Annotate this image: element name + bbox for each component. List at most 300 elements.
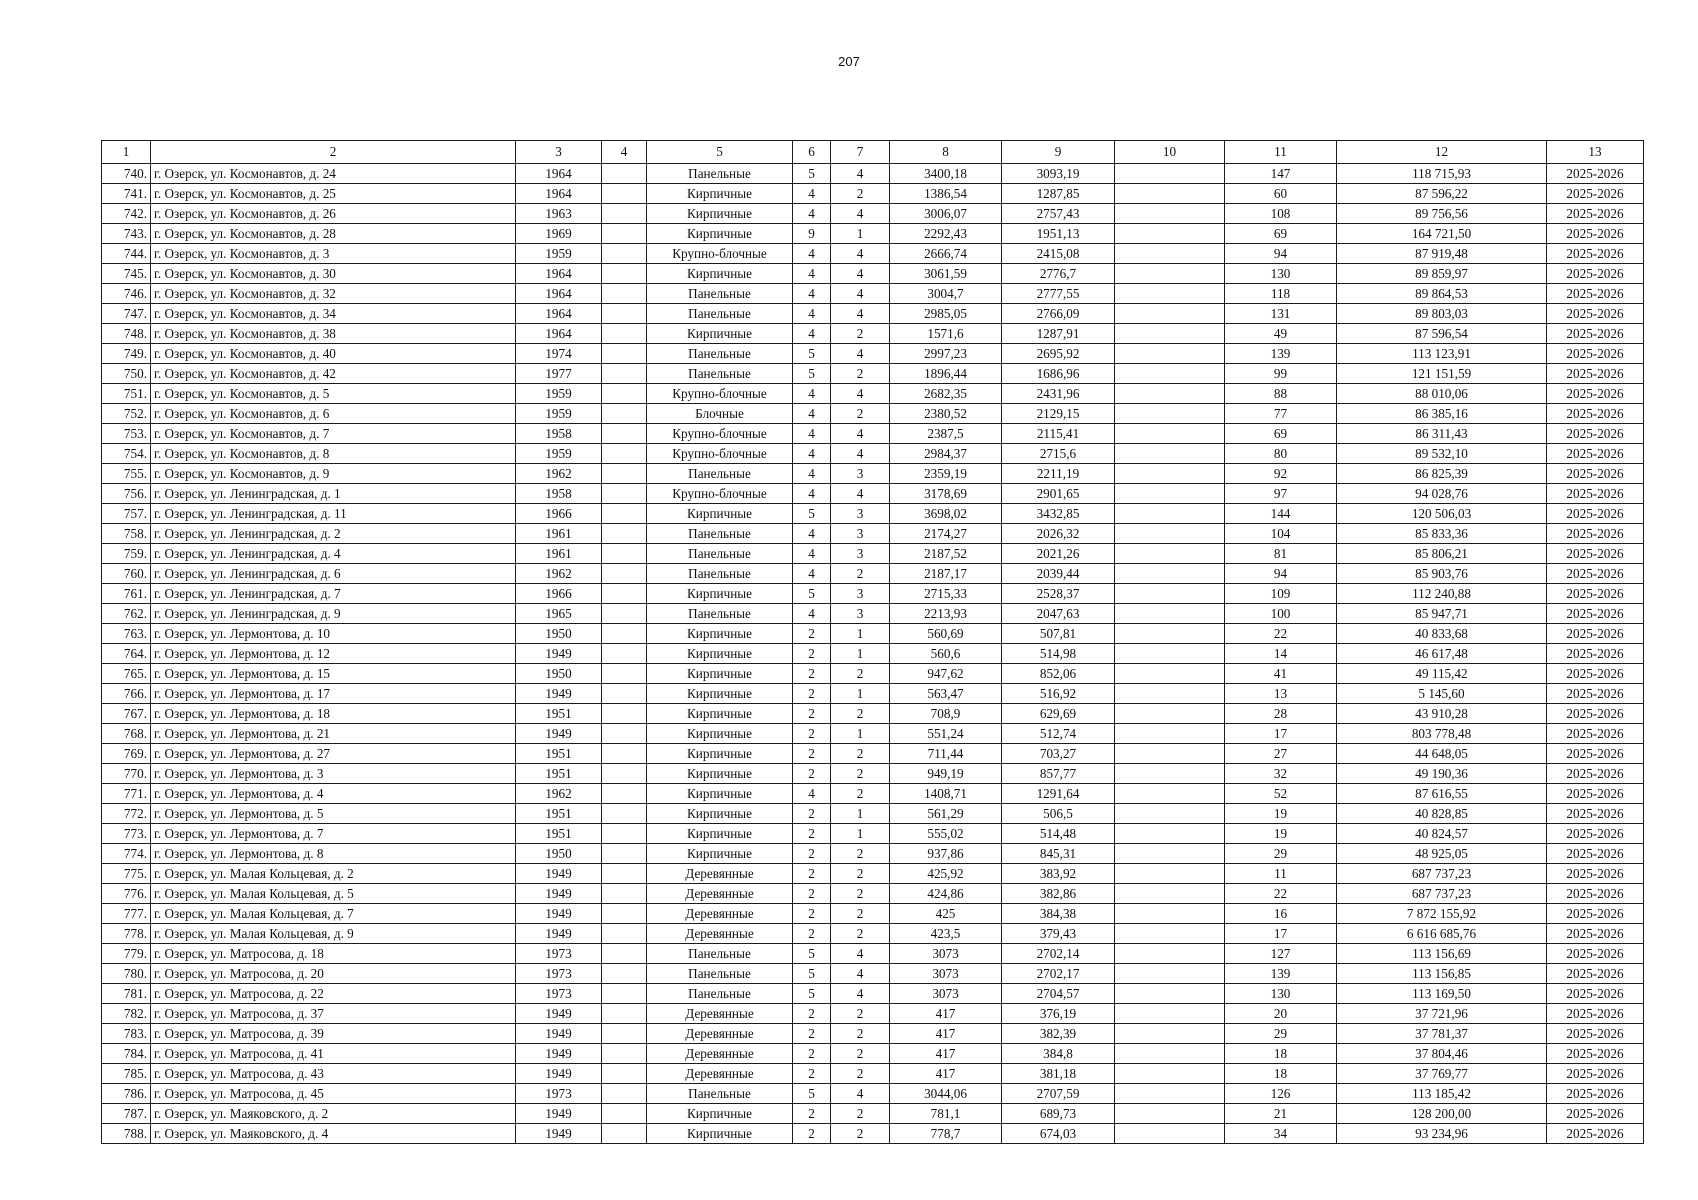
cell-index: 759. [102,544,151,564]
cell-year: 1973 [516,1084,602,1104]
table-row [102,1044,1644,1064]
cell-wall-material: Кирпичные [647,504,793,524]
table-row [102,1024,1644,1044]
cell-living-area: 2115,41 [1002,424,1115,444]
cell-wall-material: Кирпичные [647,624,793,644]
cell-wall-material: Кирпичные [647,784,793,804]
cell-living-area: 2777,55 [1002,284,1115,304]
cell-wall-material: Крупно-блочные [647,424,793,444]
cell-period: 2025-2026 [1547,184,1644,204]
cell-period: 2025-2026 [1547,984,1644,1004]
cell-address: г. Озерск, ул. Матросова, д. 22 [151,984,516,1004]
cell-period: 2025-2026 [1547,164,1644,184]
cell-floors: 2 [793,884,831,904]
cell-col4 [602,704,647,724]
cell-wall-material: Панельные [647,524,793,544]
cell-col10 [1115,504,1225,524]
table-row [102,964,1644,984]
cell-living-area: 516,92 [1002,684,1115,704]
cell-index: 748. [102,324,151,344]
cell-index: 749. [102,344,151,364]
cell-entrances: 2 [831,664,890,684]
cell-total-area: 2997,23 [890,344,1002,364]
cell-floors: 2 [793,704,831,724]
cell-cost: 87 596,22 [1337,184,1547,204]
cell-entrances: 2 [831,744,890,764]
table-row [102,584,1644,604]
cell-entrances: 4 [831,304,890,324]
cell-index: 763. [102,624,151,644]
cell-wall-material: Кирпичные [647,184,793,204]
cell-total-area: 555,02 [890,824,1002,844]
cell-period: 2025-2026 [1547,384,1644,404]
cell-year: 1958 [516,424,602,444]
cell-address: г. Озерск, ул. Лермонтова, д. 3 [151,764,516,784]
table-row [102,644,1644,664]
cell-col10 [1115,904,1225,924]
cell-period: 2025-2026 [1547,1124,1644,1144]
cell-living-area: 2901,65 [1002,484,1115,504]
cell-period: 2025-2026 [1547,524,1644,544]
cell-col10 [1115,244,1225,264]
table-row [102,344,1644,364]
cell-residents: 94 [1225,244,1337,264]
cell-entrances: 1 [831,224,890,244]
table-row [102,1064,1644,1084]
cell-entrances: 3 [831,524,890,544]
cell-year: 1964 [516,184,602,204]
cell-cost: 48 925,05 [1337,844,1547,864]
cell-entrances: 2 [831,564,890,584]
cell-col4 [602,424,647,444]
cell-floors: 5 [793,164,831,184]
cell-index: 775. [102,864,151,884]
cell-year: 1964 [516,324,602,344]
cell-period: 2025-2026 [1547,364,1644,384]
cell-wall-material: Деревянные [647,1064,793,1084]
cell-wall-material: Деревянные [647,1024,793,1044]
cell-index: 783. [102,1024,151,1044]
cell-index: 786. [102,1084,151,1104]
cell-residents: 19 [1225,824,1337,844]
table-row [102,384,1644,404]
cell-living-area: 2129,15 [1002,404,1115,424]
table-row [102,324,1644,344]
cell-cost: 803 778,48 [1337,724,1547,744]
cell-col10 [1115,264,1225,284]
cell-living-area: 2766,09 [1002,304,1115,324]
table-row [102,704,1644,724]
cell-index: 747. [102,304,151,324]
cell-year: 1951 [516,744,602,764]
cell-period: 2025-2026 [1547,1104,1644,1124]
cell-period: 2025-2026 [1547,304,1644,324]
cell-living-area: 383,92 [1002,864,1115,884]
cell-wall-material: Деревянные [647,864,793,884]
table-row [102,424,1644,444]
cell-address: г. Озерск, ул. Космонавтов, д. 40 [151,344,516,364]
cell-period: 2025-2026 [1547,404,1644,424]
table-row [102,824,1644,844]
cell-total-area: 1571,6 [890,324,1002,344]
cell-address: г. Озерск, ул. Матросова, д. 45 [151,1084,516,1104]
cell-residents: 52 [1225,784,1337,804]
cell-col10 [1115,1064,1225,1084]
table-row [102,744,1644,764]
cell-cost: 46 617,48 [1337,644,1547,664]
cell-address: г. Озерск, ул. Лермонтова, д. 27 [151,744,516,764]
cell-living-area: 3093,19 [1002,164,1115,184]
cell-entrances: 4 [831,284,890,304]
cell-living-area: 703,27 [1002,744,1115,764]
cell-wall-material: Панельные [647,464,793,484]
cell-entrances: 4 [831,424,890,444]
cell-entrances: 1 [831,644,890,664]
cell-residents: 139 [1225,344,1337,364]
cell-entrances: 1 [831,684,890,704]
cell-address: г. Озерск, ул. Матросова, д. 41 [151,1044,516,1064]
cell-residents: 14 [1225,644,1337,664]
cell-year: 1949 [516,1064,602,1084]
cell-address: г. Озерск, ул. Малая Кольцевая, д. 5 [151,884,516,904]
cell-col4 [602,1124,647,1144]
cell-index: 776. [102,884,151,904]
cell-index: 752. [102,404,151,424]
cell-floors: 4 [793,384,831,404]
cell-year: 1949 [516,1004,602,1024]
cell-living-area: 506,5 [1002,804,1115,824]
cell-total-area: 1408,71 [890,784,1002,804]
cell-living-area: 2715,6 [1002,444,1115,464]
cell-living-area: 381,18 [1002,1064,1115,1084]
cell-living-area: 384,8 [1002,1044,1115,1064]
cell-col4 [602,824,647,844]
cell-index: 777. [102,904,151,924]
cell-index: 780. [102,964,151,984]
cell-address: г. Озерск, ул. Матросова, д. 37 [151,1004,516,1024]
cell-cost: 85 947,71 [1337,604,1547,624]
cell-wall-material: Кирпичные [647,704,793,724]
cell-wall-material: Кирпичные [647,584,793,604]
cell-period: 2025-2026 [1547,244,1644,264]
cell-floors: 4 [793,404,831,424]
cell-year: 1973 [516,984,602,1004]
cell-wall-material: Крупно-блочные [647,484,793,504]
cell-residents: 147 [1225,164,1337,184]
cell-year: 1966 [516,504,602,524]
cell-total-area: 2666,74 [890,244,1002,264]
table-row [102,1004,1644,1024]
cell-entrances: 3 [831,464,890,484]
cell-entrances: 4 [831,204,890,224]
cell-entrances: 2 [831,1024,890,1044]
column-header-1: 1 [102,141,151,164]
cell-col4 [602,544,647,564]
cell-year: 1961 [516,524,602,544]
cell-index: 746. [102,284,151,304]
cell-residents: 27 [1225,744,1337,764]
cell-living-area: 3432,85 [1002,504,1115,524]
cell-year: 1949 [516,904,602,924]
cell-col10 [1115,764,1225,784]
cell-cost: 7 872 155,92 [1337,904,1547,924]
table-row [102,564,1644,584]
cell-wall-material: Кирпичные [647,1104,793,1124]
cell-address: г. Озерск, ул. Матросова, д. 18 [151,944,516,964]
cell-cost: 44 648,05 [1337,744,1547,764]
cell-col4 [602,264,647,284]
cell-year: 1949 [516,1104,602,1124]
cell-period: 2025-2026 [1547,944,1644,964]
cell-address: г. Озерск, ул. Космонавтов, д. 6 [151,404,516,424]
cell-residents: 41 [1225,664,1337,684]
cell-wall-material: Панельные [647,544,793,564]
cell-entrances: 4 [831,1084,890,1104]
cell-col4 [602,1084,647,1104]
column-header-3: 3 [516,141,602,164]
cell-col10 [1115,1024,1225,1044]
cell-floors: 2 [793,804,831,824]
cell-floors: 5 [793,984,831,1004]
cell-floors: 4 [793,324,831,344]
cell-period: 2025-2026 [1547,824,1644,844]
cell-floors: 4 [793,424,831,444]
cell-residents: 108 [1225,204,1337,224]
cell-wall-material: Кирпичные [647,1124,793,1144]
cell-residents: 19 [1225,804,1337,824]
cell-index: 758. [102,524,151,544]
cell-index: 770. [102,764,151,784]
cell-col10 [1115,524,1225,544]
cell-col4 [602,324,647,344]
column-header-7: 7 [831,141,890,164]
cell-entrances: 2 [831,764,890,784]
cell-col10 [1115,304,1225,324]
cell-total-area: 711,44 [890,744,1002,764]
cell-index: 764. [102,644,151,664]
cell-living-area: 1291,64 [1002,784,1115,804]
cell-entrances: 2 [831,784,890,804]
cell-col4 [602,184,647,204]
cell-wall-material: Панельные [647,604,793,624]
cell-col4 [602,1004,647,1024]
cell-residents: 28 [1225,704,1337,724]
cell-index: 778. [102,924,151,944]
table-row [102,164,1644,184]
cell-total-area: 3044,06 [890,1084,1002,1104]
cell-period: 2025-2026 [1547,704,1644,724]
table-row [102,444,1644,464]
table-row [102,724,1644,744]
cell-period: 2025-2026 [1547,284,1644,304]
cell-residents: 97 [1225,484,1337,504]
cell-total-area: 3178,69 [890,484,1002,504]
cell-period: 2025-2026 [1547,784,1644,804]
cell-index: 784. [102,1044,151,1064]
cell-total-area: 3073 [890,944,1002,964]
header-row [102,141,1644,164]
cell-index: 740. [102,164,151,184]
cell-total-area: 2359,19 [890,464,1002,484]
cell-col10 [1115,664,1225,684]
cell-total-area: 2213,93 [890,604,1002,624]
cell-entrances: 2 [831,184,890,204]
cell-entrances: 4 [831,984,890,1004]
cell-period: 2025-2026 [1547,444,1644,464]
cell-cost: 113 169,50 [1337,984,1547,1004]
cell-cost: 40 828,85 [1337,804,1547,824]
cell-address: г. Озерск, ул. Лермонтова, д. 5 [151,804,516,824]
cell-address: г. Озерск, ул. Лермонтова, д. 4 [151,784,516,804]
cell-col4 [602,204,647,224]
cell-living-area: 2695,92 [1002,344,1115,364]
cell-address: г. Озерск, ул. Космонавтов, д. 30 [151,264,516,284]
cell-col4 [602,1024,647,1044]
cell-floors: 2 [793,1024,831,1044]
cell-year: 1965 [516,604,602,624]
cell-cost: 687 737,23 [1337,864,1547,884]
cell-period: 2025-2026 [1547,964,1644,984]
cell-index: 782. [102,1004,151,1024]
cell-period: 2025-2026 [1547,744,1644,764]
cell-index: 788. [102,1124,151,1144]
cell-col4 [602,944,647,964]
cell-total-area: 2715,33 [890,584,1002,604]
cell-total-area: 417 [890,1004,1002,1024]
cell-floors: 2 [793,1004,831,1024]
table-row [102,504,1644,524]
cell-col10 [1115,804,1225,824]
cell-living-area: 2021,26 [1002,544,1115,564]
cell-floors: 2 [793,824,831,844]
cell-col10 [1115,384,1225,404]
cell-year: 1964 [516,264,602,284]
cell-floors: 5 [793,1084,831,1104]
cell-total-area: 2387,5 [890,424,1002,444]
cell-col10 [1115,164,1225,184]
cell-cost: 113 156,69 [1337,944,1547,964]
cell-address: г. Озерск, ул. Космонавтов, д. 3 [151,244,516,264]
cell-address: г. Озерск, ул. Космонавтов, д. 34 [151,304,516,324]
cell-floors: 4 [793,784,831,804]
cell-period: 2025-2026 [1547,804,1644,824]
cell-residents: 131 [1225,304,1337,324]
cell-period: 2025-2026 [1547,1044,1644,1064]
cell-wall-material: Кирпичные [647,664,793,684]
cell-col4 [602,924,647,944]
cell-col10 [1115,424,1225,444]
cell-period: 2025-2026 [1547,1064,1644,1084]
cell-address: г. Озерск, ул. Космонавтов, д. 8 [151,444,516,464]
cell-wall-material: Кирпичные [647,844,793,864]
cell-col4 [602,784,647,804]
cell-living-area: 384,38 [1002,904,1115,924]
cell-col10 [1115,544,1225,564]
cell-total-area: 551,24 [890,724,1002,744]
cell-cost: 85 833,36 [1337,524,1547,544]
cell-wall-material: Панельные [647,944,793,964]
cell-total-area: 561,29 [890,804,1002,824]
cell-wall-material: Кирпичные [647,324,793,344]
cell-col4 [602,224,647,244]
cell-total-area: 3073 [890,964,1002,984]
cell-year: 1959 [516,444,602,464]
cell-floors: 2 [793,624,831,644]
cell-residents: 99 [1225,364,1337,384]
cell-total-area: 3698,02 [890,504,1002,524]
cell-col4 [602,1064,647,1084]
cell-floors: 4 [793,304,831,324]
cell-entrances: 2 [831,924,890,944]
cell-residents: 17 [1225,924,1337,944]
cell-col10 [1115,484,1225,504]
cell-year: 1969 [516,224,602,244]
cell-year: 1949 [516,1024,602,1044]
cell-col10 [1115,344,1225,364]
cell-year: 1949 [516,864,602,884]
cell-entrances: 4 [831,344,890,364]
cell-entrances: 4 [831,164,890,184]
cell-cost: 87 919,48 [1337,244,1547,264]
column-header-13: 13 [1547,141,1644,164]
cell-period: 2025-2026 [1547,464,1644,484]
cell-col4 [602,244,647,264]
cell-total-area: 560,69 [890,624,1002,644]
cell-entrances: 2 [831,864,890,884]
cell-period: 2025-2026 [1547,844,1644,864]
cell-cost: 89 803,03 [1337,304,1547,324]
cell-index: 743. [102,224,151,244]
cell-entrances: 2 [831,1044,890,1064]
cell-year: 1950 [516,624,602,644]
cell-total-area: 560,6 [890,644,1002,664]
cell-col10 [1115,604,1225,624]
cell-entrances: 3 [831,604,890,624]
cell-address: г. Озерск, ул. Лермонтова, д. 21 [151,724,516,744]
cell-address: г. Озерск, ул. Космонавтов, д. 9 [151,464,516,484]
cell-index: 779. [102,944,151,964]
cell-period: 2025-2026 [1547,424,1644,444]
cell-total-area: 2984,37 [890,444,1002,464]
cell-floors: 4 [793,464,831,484]
table-row [102,984,1644,1004]
cell-entrances: 1 [831,624,890,644]
cell-residents: 13 [1225,684,1337,704]
cell-living-area: 1686,96 [1002,364,1115,384]
cell-wall-material: Кирпичные [647,684,793,704]
cell-address: г. Озерск, ул. Космонавтов, д. 28 [151,224,516,244]
cell-residents: 60 [1225,184,1337,204]
cell-address: г. Озерск, ул. Ленинградская, д. 7 [151,584,516,604]
cell-address: г. Озерск, ул. Маяковского, д. 2 [151,1104,516,1124]
cell-wall-material: Панельные [647,964,793,984]
table-row [102,804,1644,824]
table-body [102,164,1644,1144]
cell-floors: 2 [793,864,831,884]
cell-year: 1964 [516,304,602,324]
cell-index: 745. [102,264,151,284]
cell-total-area: 778,7 [890,1124,1002,1144]
cell-residents: 11 [1225,864,1337,884]
cell-cost: 112 240,88 [1337,584,1547,604]
cell-period: 2025-2026 [1547,204,1644,224]
cell-col10 [1115,1124,1225,1144]
cell-col4 [602,484,647,504]
cell-floors: 4 [793,604,831,624]
cell-address: г. Озерск, ул. Матросова, д. 43 [151,1064,516,1084]
cell-year: 1949 [516,1044,602,1064]
cell-living-area: 1287,85 [1002,184,1115,204]
